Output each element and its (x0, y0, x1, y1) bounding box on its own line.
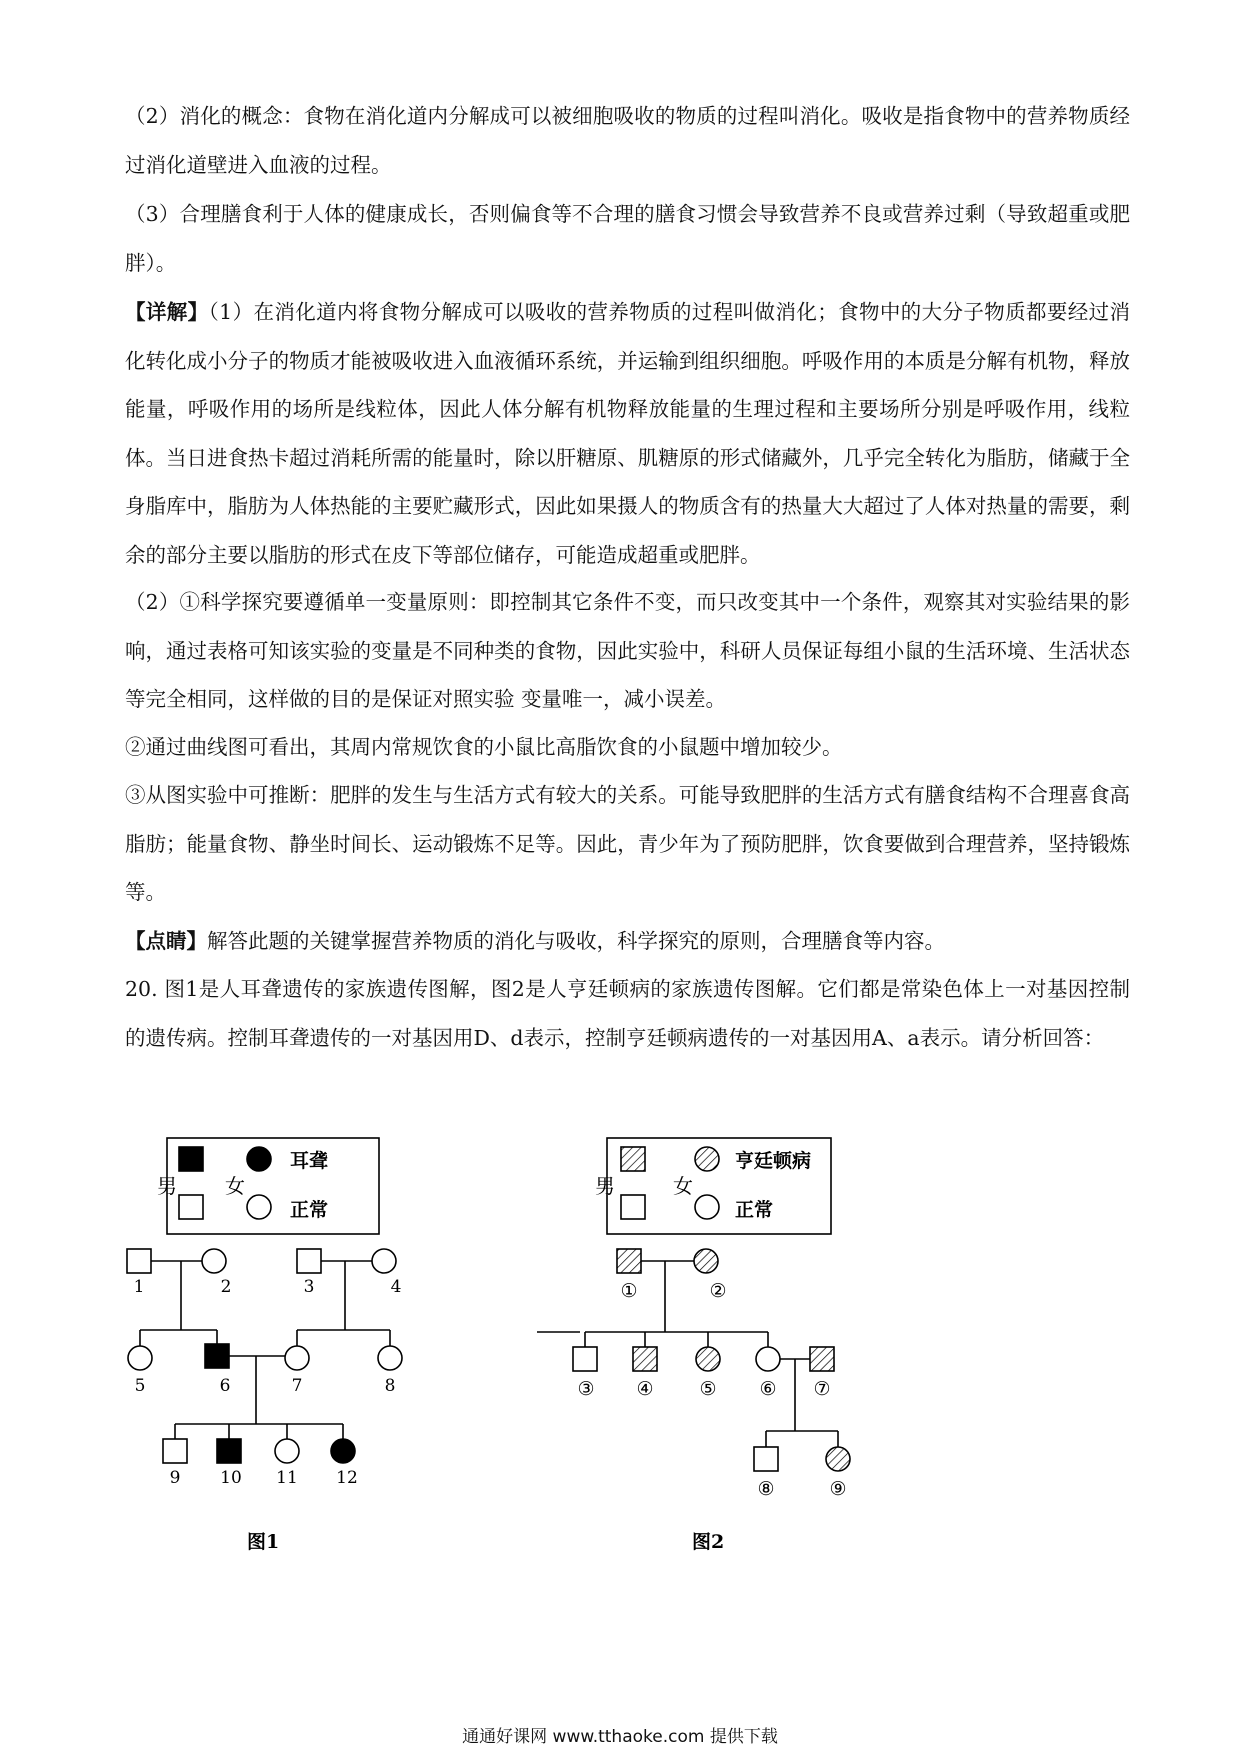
legend-affected-male (179, 1147, 203, 1171)
legend-female-label: 女 (673, 1174, 693, 1198)
legend-normal-female (247, 1195, 271, 1219)
label-3: ③ (577, 1378, 595, 1400)
label-9: 9 (169, 1468, 181, 1488)
individual-5 (696, 1347, 720, 1371)
explanation-text: （1）在消化道内将食物分解成可以吸收的营养物质的过程叫做消化；食物中的大分子物质都要经过消化转化成小分子的物质才能被吸收进入血液循环系统，并运输到组织细胞。呼吸作用的本质是分解有机物，释放能量，呼吸作用的场所是线粒体，因此人体分解有机物释放能量的生理过程和主要场所分别是呼吸作用，线粒体。当日进食热卡超过消耗所需的能量时，除以肝糖原、肌糖原的形式储藏外，几乎完全转化为脂肪，储藏于全身脂库中，脂肪为人体热能的主要贮藏形式，因此如果摄人的物质含有的热量大大超过了人体对热量的需要，剩余的部分主要以脂肪的形式在皮下等部位储存，可能造成超重或肥胖。 (125, 300, 1131, 567)
paragraph-balanced-diet: （3）合理膳食利于人体的健康成长，否则偏食等不合理的膳食习惯会导致营养不良或营养过剩（导致超重或肥胖）。 (125, 202, 1130, 275)
individual-5 (128, 1346, 152, 1370)
label-1: ① (620, 1280, 638, 1302)
legend-normal-label: 正常 (290, 1199, 329, 1221)
label-8: 8 (384, 1376, 396, 1396)
individual-12 (331, 1439, 355, 1463)
legend-female-label: 女 (225, 1174, 245, 1198)
label-1: 1 (133, 1277, 145, 1297)
label-7: ⑦ (813, 1378, 831, 1400)
paragraph-explanation-4: ③从图实验中可推断：肥胖的发生与生活方式有较大的关系。可能导致肥胖的生活方式有膳食结构不合理喜食高脂肪；能量食物、静坐时间长、运动锻炼不足等。因此，青少年为了预防肥胖，饮食要做到合理营养，坚持锻炼等。 (125, 783, 1130, 904)
label-5: 5 (134, 1376, 146, 1396)
page-footer: 通通好课网 www.tthaoke.com 提供下载 (462, 1727, 778, 1747)
label-2: ② (709, 1280, 727, 1302)
paragraph-explanation-3: ②通过曲线图可看出，其周内常规饮食的小鼠比高脂饮食的小鼠题中增加较少。 (125, 735, 843, 759)
individual-8 (754, 1447, 778, 1471)
label-2: 2 (220, 1277, 232, 1297)
label-9: ⑨ (829, 1478, 847, 1500)
individual-1 (127, 1249, 151, 1273)
individual-6 (756, 1347, 780, 1371)
legend-male-label: 男 (157, 1174, 177, 1198)
individual-4 (372, 1249, 396, 1273)
individual-3 (297, 1249, 321, 1273)
figure-2-individuals (577, 1135, 870, 1579)
individual-6 (205, 1344, 229, 1368)
question-20: 20. 图1是人耳聋遗传的家族遗传图解，图2是人亨廷顿病的家族遗传图解。它们都是常染色体上一对基因控制的遗传病。控制耳聋遗传的一对基因用D、d表示，控制亨廷顿病遗传的一对基因用A、a表示。请分析回答： (125, 977, 1130, 1050)
label-4: 4 (390, 1277, 402, 1297)
label-12: 12 (336, 1468, 358, 1488)
label-5: ⑤ (699, 1378, 717, 1400)
label-8: ⑧ (757, 1478, 775, 1500)
individual-11 (275, 1439, 299, 1463)
label-11: 11 (276, 1468, 298, 1488)
individual-3 (573, 1347, 597, 1371)
individual-4 (633, 1347, 657, 1371)
individual-1 (617, 1249, 641, 1273)
legend-affected-female (247, 1147, 271, 1171)
individual-9 (163, 1439, 187, 1463)
individual-10 (217, 1439, 241, 1463)
individual-7 (285, 1346, 309, 1370)
legend-normal-label: 正常 (735, 1199, 774, 1221)
label-6: 6 (219, 1376, 231, 1396)
label-4: ④ (636, 1378, 654, 1400)
paragraph-comment (125, 917, 1130, 966)
paragraph-explanation-1 (125, 288, 1130, 579)
paragraph-digestion-concept: （2）消化的概念：食物在消化道内分解成可以被细胞吸收的物质的过程叫消化。吸收是指食物中的营养物质经过消化道壁进入血液的过程。 (125, 104, 1130, 177)
comment-text: 解答此题的关键掌握营养物质的消化与吸收，科学探究的原则，合理膳食等内容。 (207, 929, 945, 953)
figure-2-caption: 图2 (692, 1531, 725, 1553)
figure-1-pedigree (125, 1135, 425, 1579)
individual-7 (810, 1347, 834, 1371)
individual-8 (378, 1346, 402, 1370)
explanation-tag: 【详解】 (125, 300, 209, 324)
label-7: 7 (291, 1376, 303, 1396)
individual-9 (826, 1447, 850, 1471)
figure-1-caption: 图1 (247, 1531, 280, 1553)
legend-affected-label: 亨廷顿病 (735, 1150, 812, 1172)
paragraph-explanation-2: （2）①科学探究要遵循单一变量原则：即控制其它条件不变，而只改变其中一个条件，观察其对实验结果的影响，通过表格可知该实验的变量是不同种类的食物，因此实验中，科研人员保证每组小鼠的生活环境、生活状态等完全相同，这样做的目的是保证对照实验 变量唯一，减小误差。 (125, 590, 1130, 711)
label-3: 3 (303, 1277, 315, 1297)
individual-2 (202, 1249, 226, 1273)
legend-male-label: 男 (595, 1174, 615, 1198)
comment-tag: 【点睛】 (125, 929, 207, 953)
individual-2 (694, 1249, 718, 1273)
label-6: ⑥ (759, 1378, 777, 1400)
label-10: 10 (220, 1468, 242, 1488)
legend-affected-label: 耳聋 (290, 1150, 329, 1172)
legend-normal-male (179, 1195, 203, 1219)
